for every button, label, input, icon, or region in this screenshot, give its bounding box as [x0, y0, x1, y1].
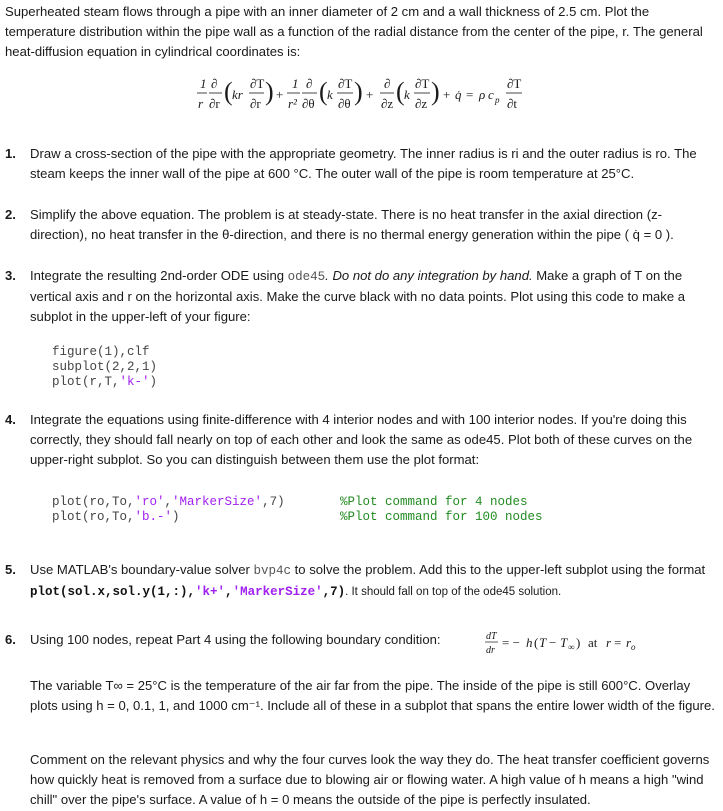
svg-text:o: o: [631, 642, 636, 652]
svg-text:q̇: q̇: [455, 87, 462, 102]
svg-text:∂: ∂: [211, 76, 218, 91]
svg-text:r: r: [606, 635, 612, 650]
svg-text:T: T: [560, 635, 568, 650]
svg-text:=: =: [614, 635, 622, 650]
function-name: bvp4c: [253, 564, 292, 578]
svg-text:=: =: [466, 87, 474, 102]
svg-text:∞: ∞: [568, 642, 575, 652]
question-text: Draw a cross-section of the pipe with the appropriate geometry. The inner radius is ri and the outer radius is ro. The steam keeps the inner wall of the pipe at 600 °C. The outer wall of the pipe is room temperature at 25°C.: [30, 146, 697, 181]
svg-text:∂T: ∂T: [415, 76, 430, 91]
svg-text:k: k: [327, 87, 333, 102]
question-number: 5.: [5, 562, 16, 577]
svg-text:−: −: [549, 635, 557, 650]
question-number: 2.: [5, 207, 16, 222]
code-comment: %Plot command for 100 nodes: [340, 510, 543, 524]
question-number: 3.: [5, 268, 16, 283]
svg-text:ρ: ρ: [479, 87, 486, 102]
svg-text:∂θ: ∂θ: [338, 96, 351, 111]
code-line: plot(ro,To,'ro','MarkerSize',7): [52, 495, 285, 509]
code-line: figure(1),clf: [52, 345, 150, 359]
intro-paragraph: [5, 2, 717, 62]
svg-text:c: c: [488, 87, 494, 102]
svg-text:kr: kr: [232, 87, 243, 102]
svg-text:p: p: [495, 95, 500, 105]
svg-text:∂r: ∂r: [209, 96, 220, 111]
question-number: 1.: [5, 146, 16, 161]
question-text-part: Make a graph of T on the vertical axis and r on the horizontal axis. Make the curve black with no data points. Plot using this code to make a subplot in the upper-left of your figure:: [30, 268, 686, 324]
svg-text:(: (: [224, 77, 233, 106]
code-block-q4: [52, 495, 285, 525]
svg-text:h: h: [526, 635, 533, 650]
code-line: subplot(2,2,1): [52, 360, 158, 374]
code-block-q3: [52, 345, 157, 390]
svg-text:= −: = −: [502, 635, 520, 650]
svg-text:∂: ∂: [306, 76, 313, 91]
svg-text:k: k: [404, 87, 410, 102]
svg-text:): ): [431, 77, 440, 106]
question-number: 4.: [5, 412, 16, 427]
question-text: [30, 560, 717, 602]
svg-text:∂T: ∂T: [507, 76, 522, 91]
svg-text:∂z: ∂z: [415, 96, 428, 111]
svg-text:1: 1: [200, 76, 207, 91]
svg-text:∂z: ∂z: [381, 96, 394, 111]
svg-text:): ): [265, 77, 274, 106]
code-line: plot(r,T,'k-'): [52, 375, 158, 389]
svg-text:∂T: ∂T: [250, 76, 265, 91]
svg-text:dT: dT: [486, 631, 497, 642]
q6-paragraph-3: Comment on the relevant physics and why the four curves look the way they do. The heat transfer coefficient governs how quickly heat is removed from a surface due to blowing air or flowing water. A high value of h means a high "wind chill" over the pipe's surface. A value of h = 0 means the outside of the pipe is perfectly insulated.: [30, 752, 710, 807]
svg-text:1: 1: [292, 76, 299, 91]
svg-text:(: (: [396, 77, 405, 106]
boundary-condition: [484, 628, 684, 658]
svg-text:): ): [576, 635, 581, 650]
inline-code: plot(sol.x,sol.y(1,:),'k+','MarkerSize',7): [30, 585, 346, 599]
svg-text:∂θ: ∂θ: [302, 96, 315, 111]
question-text: [30, 266, 717, 327]
question-3: [5, 266, 717, 336]
svg-text:+: +: [276, 87, 284, 102]
question-4: [5, 410, 717, 480]
svg-text:at: at: [588, 635, 598, 650]
svg-text:T: T: [539, 635, 547, 650]
intro-text: Superheated steam flows through a pipe with an inner diameter of 2 cm and a wall thickness of 2.5 cm. Plot the temperature distribution within the pipe wall as a function of the radial distance from the center of the pipe, r. The general heat-diffusion equation in cylindrical coordinates is:: [5, 4, 703, 59]
svg-text:dr: dr: [486, 645, 495, 656]
question-text-part: Integrate the resulting 2nd-order ODE using: [30, 268, 288, 283]
question-1: [5, 144, 717, 186]
question-text-part: . It should fall on top of the ode45 solution.: [345, 586, 562, 598]
question-2: [5, 205, 717, 247]
svg-text:r²: r²: [288, 96, 297, 111]
svg-text:∂: ∂: [384, 76, 391, 91]
svg-text:+: +: [366, 87, 374, 102]
code-line: plot(ro,To,'b.-'): [52, 510, 180, 524]
question-text: Using 100 nodes, repeat Part 4 using the following boundary condition:: [30, 632, 441, 647]
svg-text:r: r: [626, 635, 632, 650]
svg-text:(: (: [319, 77, 328, 106]
question-text-emphasis: . Do not do any integration by hand.: [325, 268, 533, 283]
code-comments-q4: [340, 495, 543, 525]
question-number: 6.: [5, 632, 16, 647]
svg-text:(: (: [534, 635, 539, 650]
question-text: Integrate the equations using finite-difference with 4 interior nodes and with 100 interior nodes. If you're doing this correctly, they should fall nearly on top of each other and look the same as ode45. Plot both of these curves on the upper-right subplot. So you can distinguish between them use the plot format:: [30, 412, 693, 467]
question-text-part: to solve the problem. Add this to the upper-left subplot using the format: [291, 562, 706, 577]
code-comment: %Plot command for 4 nodes: [340, 495, 528, 509]
svg-text:∂r: ∂r: [250, 96, 261, 111]
q6-paragraph-2: The variable T∞ = 25°C is the temperature of the air far from the pipe. The inside of the pipe is still 600°C. Overlay plots using h = 0, 0.1, 1, and 1000 cm⁻¹. Include all of these in a subplot that spans the entire lower width of the figure.: [30, 678, 715, 713]
svg-text:+: +: [443, 87, 451, 102]
svg-text:r: r: [198, 96, 204, 111]
question-text-part: Use MATLAB's boundary-value solver: [30, 562, 254, 577]
svg-text:∂T: ∂T: [338, 76, 353, 91]
question-5: [5, 560, 717, 602]
svg-text:∂t: ∂t: [507, 96, 518, 111]
heat-equation: [196, 72, 556, 118]
question-text: Simplify the above equation. The problem is at steady-state. There is no heat transfer in the axial direction (z-direction), no heat transfer in the θ-direction, and there is no thermal energy generation within the pipe ( q̇ = 0 ).: [30, 207, 674, 242]
svg-text:): ): [354, 77, 363, 106]
function-name: ode45: [287, 270, 326, 284]
